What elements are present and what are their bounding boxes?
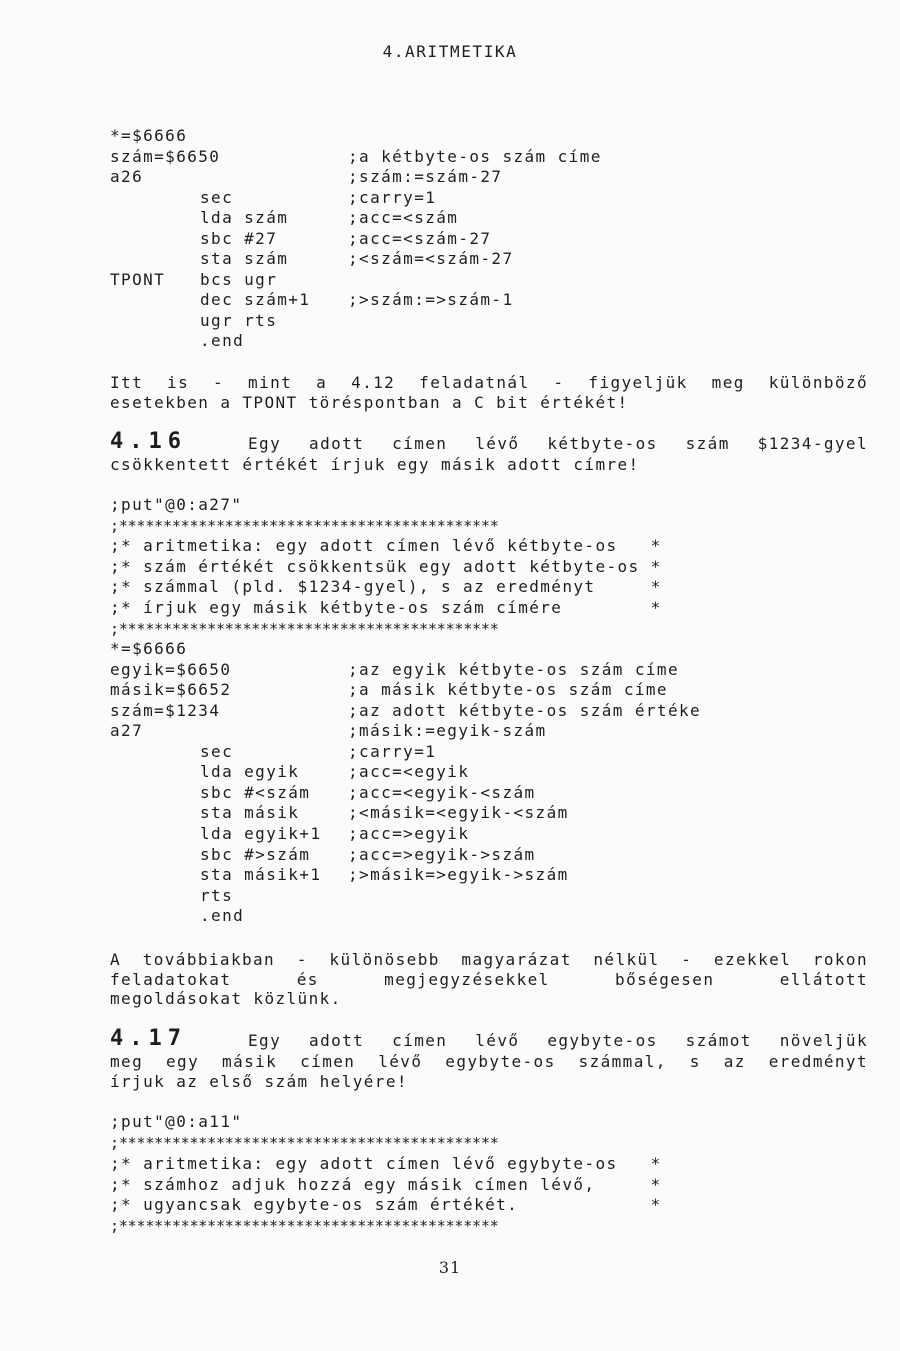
code-comment: ;<másik=<egyik-<szám (348, 803, 569, 822)
code-instruction: sbc #27 (200, 229, 278, 248)
code-instruction: sec (200, 188, 234, 207)
code-label: szám=$6650 (110, 147, 221, 166)
code-instruction: lda egyik+1 (200, 824, 322, 843)
code-comment: ;carry=1 (348, 742, 437, 761)
paragraph-line: esetekben a TPONT töréspontban a C bit értékét! (110, 393, 629, 412)
paragraph-line: Itt is - mint a 4.12 feladatnál - figyeljük meg különböző (110, 373, 868, 392)
code-comment: ;acc=>egyik (348, 824, 470, 843)
code-label: TPONT (110, 270, 166, 289)
comment-box-border: ;******************************************* (110, 620, 499, 638)
comment-box-line: ;* aritmetika: egy adott címen lévő kétbyte-os * (110, 536, 662, 555)
code-comment: ;>szám:=>szám-1 (348, 290, 514, 309)
paragraph-line: feladatokat és megjegyzésekkel bőségesen ellátott (110, 970, 868, 989)
code-instruction: sbc #<szám (200, 783, 311, 802)
comment-box-line: ;* számmal (pld. $1234-gyel), s az eredményt * (110, 577, 662, 596)
code-instruction: sbc #>szám (200, 845, 311, 864)
comment-box-line: ;* írjuk egy másik kétbyte-os szám címére * (110, 598, 662, 617)
code-instruction: sec (200, 742, 234, 761)
code-comment: ;másik:=egyik-szám (348, 721, 547, 740)
code-comment: ;<szám=<szám-27 (348, 249, 514, 268)
code-label: szám=$1234 (110, 701, 221, 720)
code-label: másik=$6652 (110, 680, 232, 699)
code-comment: ;az egyik kétbyte-os szám címe (348, 660, 679, 679)
task-text: Egy adott címen lévő egybyte-os számot növeljük (248, 1031, 868, 1050)
code-comment: ;acc=<egyik (348, 762, 470, 781)
paragraph-line: A továbbiakban - különösebb magyarázat nélkül - ezekkel rokon (110, 950, 868, 969)
task-text: meg egy másik címen lévő egybyte-os számmal, s az eredményt (110, 1052, 868, 1071)
code-instruction: ugr rts (200, 311, 278, 330)
code-comment: ;acc=<szám (348, 208, 459, 227)
code-comment: ;szám:=szám-27 (348, 167, 503, 186)
comment-box-border: ;******************************************* (110, 517, 499, 535)
page-header: 4.ARITMETIKA (382, 42, 518, 61)
comment-box-border: ;******************************************* (110, 1217, 499, 1235)
code-comment: ;acc=>egyik->szám (348, 845, 536, 864)
code-label: a26 (110, 167, 144, 186)
code-instruction: rts (200, 886, 234, 905)
origin-directive: *=$6666 (110, 126, 188, 145)
comment-box-border: ;******************************************* (110, 1134, 499, 1152)
task-text: írjuk az első szám helyére! (110, 1072, 408, 1091)
page-number: 31 (438, 1258, 462, 1277)
code-label: egyik=$6650 (110, 660, 232, 679)
code-comment: ;a másik kétbyte-os szám címe (348, 680, 668, 699)
task-text: csökkentett értékét írjuk egy másik adott címre! (110, 455, 640, 474)
code-label: a27 (110, 721, 144, 740)
comment-box-line: ;* aritmetika: egy adott címen lévő egybyte-os * (110, 1154, 662, 1173)
comment-box-line: ;* ugyancsak egybyte-os szám értékét. * (110, 1195, 662, 1214)
code-instruction: .end (200, 331, 245, 350)
code-comment: ;az adott kétbyte-os szám értéke (348, 701, 702, 720)
code-comment: ;carry=1 (348, 188, 437, 207)
code-instruction: sta másik+1 (200, 865, 322, 884)
code-instruction: dec szám+1 (200, 290, 311, 309)
code-instruction: bcs ugr (200, 270, 278, 289)
code-instruction: lda egyik (200, 762, 300, 781)
task-number: 4.17 (110, 1026, 187, 1051)
code-instruction: sta szám (200, 249, 289, 268)
put-directive: ;put"@0:a27" (110, 495, 243, 514)
put-directive: ;put"@0:a11" (110, 1112, 243, 1131)
code-comment: ;acc=<egyik-<szám (348, 783, 536, 802)
paragraph-line: megoldásokat közlünk. (110, 989, 342, 1008)
code-comment: ;>másik=>egyik->szám (348, 865, 569, 884)
code-comment: ;a kétbyte-os szám címe (348, 147, 602, 166)
origin-directive: *=$6666 (110, 639, 188, 658)
task-number: 4.16 (110, 429, 187, 454)
code-instruction: lda szám (200, 208, 289, 227)
comment-box-line: ;* szám értékét csökkentsük egy adott kétbyte-os * (110, 557, 662, 576)
task-text: Egy adott címen lévő kétbyte-os szám $1234-gyel (248, 434, 868, 453)
comment-box-line: ;* számhoz adjuk hozzá egy másik címen lévő, * (110, 1175, 662, 1194)
code-instruction: .end (200, 906, 245, 925)
code-comment: ;acc=<szám-27 (348, 229, 492, 248)
code-instruction: sta másik (200, 803, 300, 822)
